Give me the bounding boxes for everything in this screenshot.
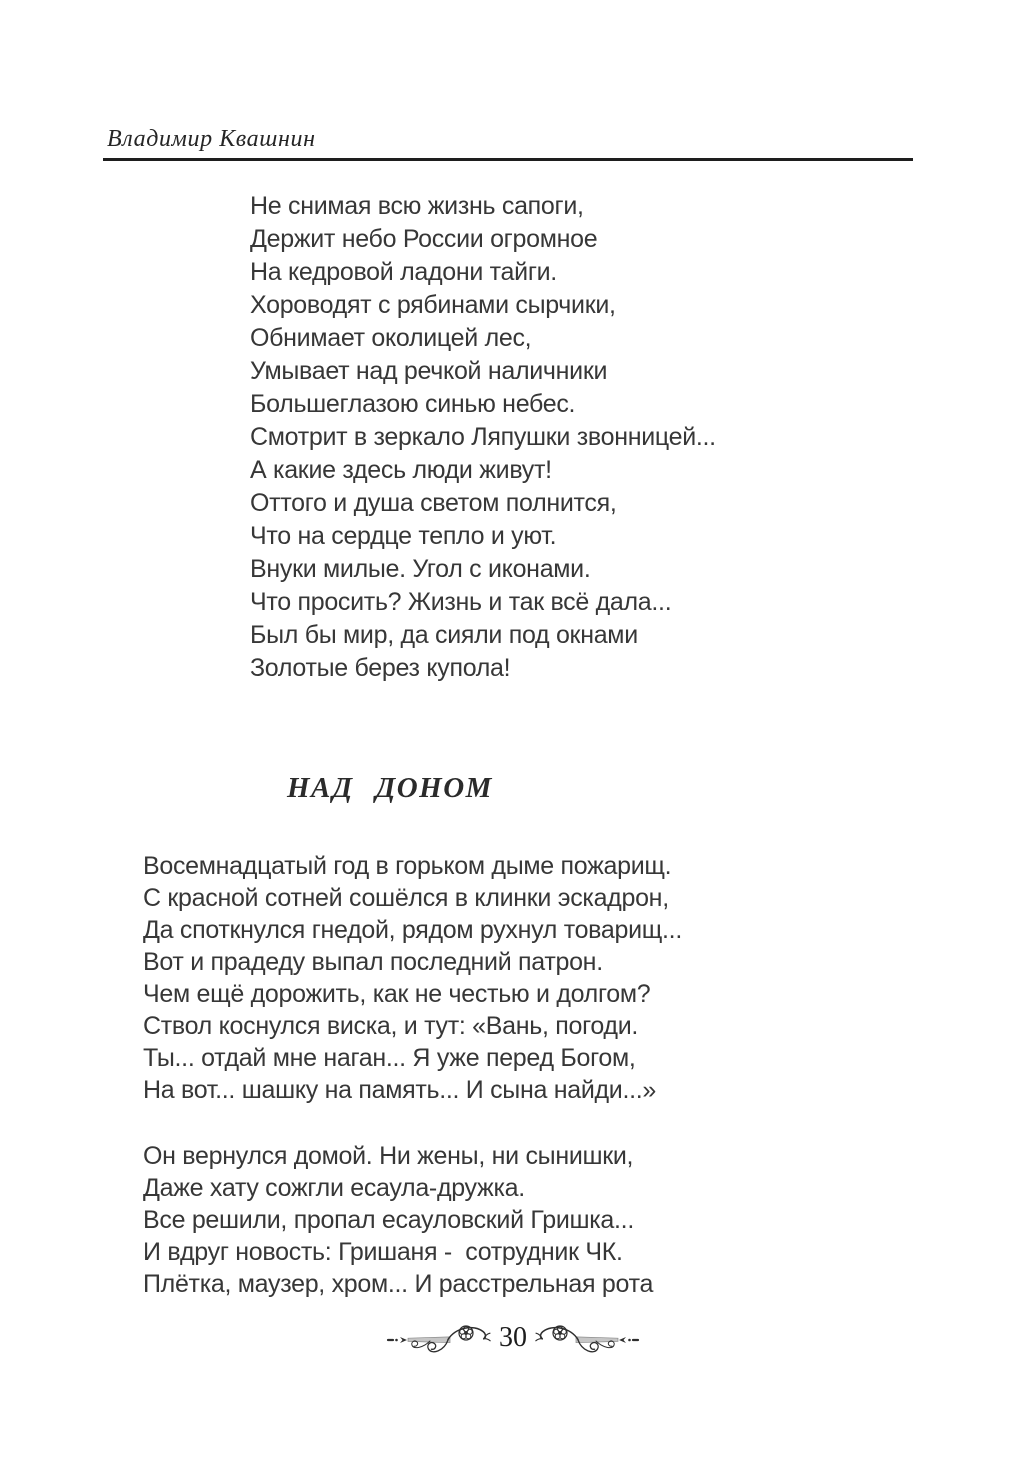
poem-line: Держит небо России огромное <box>250 225 598 253</box>
page-number: 30 <box>499 1322 527 1353</box>
poem-line: Не снимая всю жизнь сапоги, <box>250 192 584 220</box>
header-rule <box>103 158 913 161</box>
poem-line: Чем ещё дорожить, как не честью и долгом? <box>143 980 651 1008</box>
poem-title-nad-donom: НАД ДОНОМ <box>287 772 493 804</box>
poem-line: Плётка, маузер, хром... И расстрельная рота <box>143 1270 654 1298</box>
poem-nad-donom-stanza-2 <box>143 1140 653 1300</box>
poem-line: С красной сотней сошёлся в клинки эскадрон, <box>143 884 669 912</box>
running-header-author: Владимир Квашнин <box>107 126 316 152</box>
poem-line: Золотые берез купола! <box>250 654 511 682</box>
poem-line: Все решили, пропал есауловский Гришка... <box>143 1206 634 1234</box>
page-footer <box>0 1320 1026 1362</box>
poem-nad-donom-stanza-1 <box>143 850 682 1106</box>
poem-line: Оттого и душа светом полнится, <box>250 489 617 517</box>
poem-line: Внуки милые. Угол с иконами. <box>250 555 591 583</box>
poem-line: Умывает над речкой наличники <box>250 357 608 385</box>
poem-line: Ствол коснулся виска, и тут: «Вань, погоди. <box>143 1012 639 1040</box>
poem-line: Что просить? Жизнь и так всё дала... <box>250 588 672 616</box>
poem-line: Да споткнулся гнедой, рядом рухнул товарищ... <box>143 916 682 944</box>
poem-line: Был бы мир, да сияли под окнами <box>250 621 638 649</box>
poem-line: На кедровой ладони тайги. <box>250 258 557 286</box>
poem-line: Восемнадцатый год в горьком дыме пожарищ. <box>143 852 672 880</box>
poem-line: Что на сердце тепло и уют. <box>250 522 557 550</box>
poem-line: Большеглазою синью небес. <box>250 390 576 418</box>
floral-flourish-icon <box>534 1320 640 1362</box>
poem-line: Ты... отдай мне наган... Я уже перед Богом, <box>143 1044 636 1072</box>
poem-line: И вдруг новость: Гришаня - сотрудник ЧК. <box>143 1238 623 1266</box>
poem-line: Хороводят с рябинами сырчики, <box>250 291 616 319</box>
poem-untitled <box>250 190 716 685</box>
floral-flourish-icon <box>386 1320 492 1362</box>
poem-line: На вот... шашку на память... И сына найди...» <box>143 1076 656 1104</box>
poem-line: Обнимает околицей лес, <box>250 324 532 352</box>
poem-line: А какие здесь люди живут! <box>250 456 552 484</box>
poem-line: Он вернулся домой. Ни жены, ни сынишки, <box>143 1142 634 1170</box>
poem-line: Даже хату сожгли есаула-дружка. <box>143 1174 525 1202</box>
poem-line: Вот и прадеду выпал последний патрон. <box>143 948 603 976</box>
poem-line: Смотрит в зеркало Ляпушки звонницей... <box>250 423 716 451</box>
